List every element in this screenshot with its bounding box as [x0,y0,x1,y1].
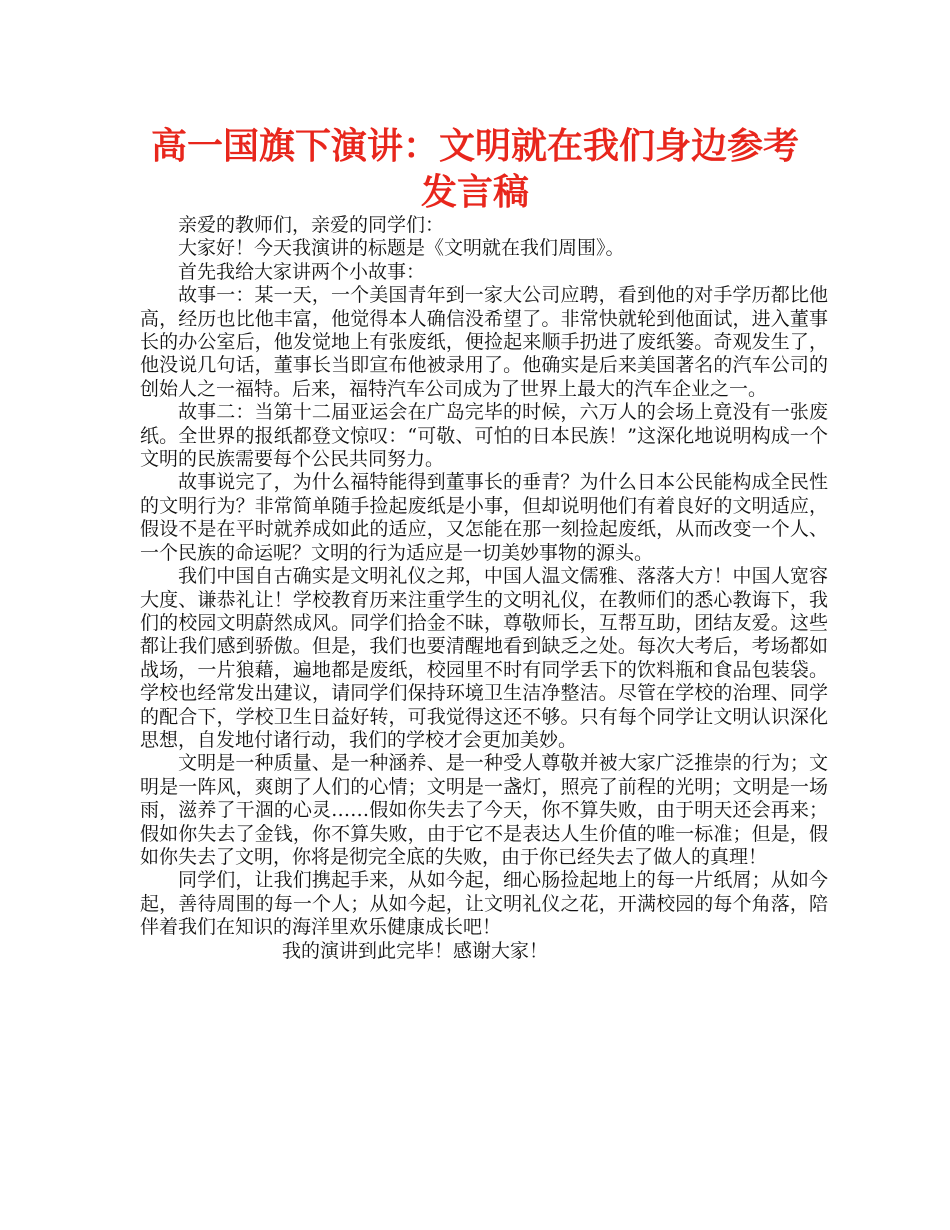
paragraph-story-two: 故事二：当第十二届亚运会在广岛完毕的时候，六万人的会场上竟没有一张废纸。全世界的报纸都登文惊叹：“可敬、可怕的日本民族！”这深化地说明构成一个文明的民族需要每个公民共同努力。 [140,401,828,471]
paragraph-greeting: 亲爱的教师们，亲爱的同学们： [178,214,445,236]
paragraph-story-one: 故事一：某一天，一个美国青年到一家大公司应聘，看到他的对手学历都比他高，经历也比他丰富，他觉得本人确信没希望了。非常快就轮到他面试，进入董事长的办公室后，他发觉地上有张废纸，便捡起来顺手扔进了废纸篓。奇观发生了，他没说几句话，董事长当即宣布他被录用了。他确实是后来美国著名的汽车公司的创始人之一福特。后来，福特汽车公司成为了世界上最大的汽车企业之一。 [140,284,828,400]
paragraph-lead-in: 首先我给大家讲两个小故事： [178,260,426,283]
paragraph-call-to-action: 同学们，让我们携起手来，从如今起，细心肠捡起地上的每一片纸屑；从如今起，善待周围的每一个人；从如今起，让文明礼仪之花，开满校园的每个角落，陪伴着我们在知识的海洋里欢乐健康成长吧！ [140,869,828,939]
paragraph-civility: 文明是一种质量、是一种涵养、是一种受人尊敬并被大家广泛推崇的行为；文明是一阵风，爽朗了人们的心情；文明是一盏灯，照亮了前程的光明；文明是一场雨，滋养了干涸的心灵……假如你失去了今天，你不算失败，由于明天还会再来；假如你失去了金钱，你不算失败，由于它不是表达人生价值的唯一标准；但是，假如你失去了文明，你将是彻完全底的失败，由于你已经失去了做人的真理！ [140,752,828,868]
paragraph-closing: 我的演讲到此完毕！感谢大家！ [282,939,549,962]
speech-body [140,214,828,963]
page-title: 高一国旗下演讲：文明就在我们身边参考发言稿 [150,126,799,213]
paragraph-school: 我们中国自古确实是文明礼仪之邦，中国人温文儒雅、落落大方！中国人宽容大度、谦恭礼让！学校教育历来注重学生的文明礼仪，在教师们的悉心教诲下，我们的校园文明蔚然成风。同学们拾金不昧，尊敬师长，互帮互助，团结友爱。这些都让我们感到骄傲。但是，我们也要清醒地看到缺乏之处。每次大考后，考场都如战场，一片狼藉，遍地都是废纸，校园里不时有同学丢下的饮料瓶和食品包装袋。学校也经常发出建议，请同学们保持环境卫生洁净整洁。尽管在学校的治理、同学的配合下，学校卫生日益好转，可我觉得这还不够。只有每个同学让文明认识深化思想，自发地付诸行动，我们的学校才会更加美妙。 [140,565,828,751]
paragraph-reflection: 故事说完了，为什么福特能得到董事长的垂青？为什么日本公民能构成全民性的文明行为？非常简单随手捡起废纸是小事，但却说明他们有着良好的文明适应，假设不是在平时就养成如此的适应，又怎能在那一刻捡起废纸，从而改变一个人、一个民族的命运呢？文明的行为适应是一切美妙事物的源头。 [140,471,828,564]
paragraph-intro: 大家好！今天我演讲的标题是《文明就在我们周围》。 [178,237,625,260]
